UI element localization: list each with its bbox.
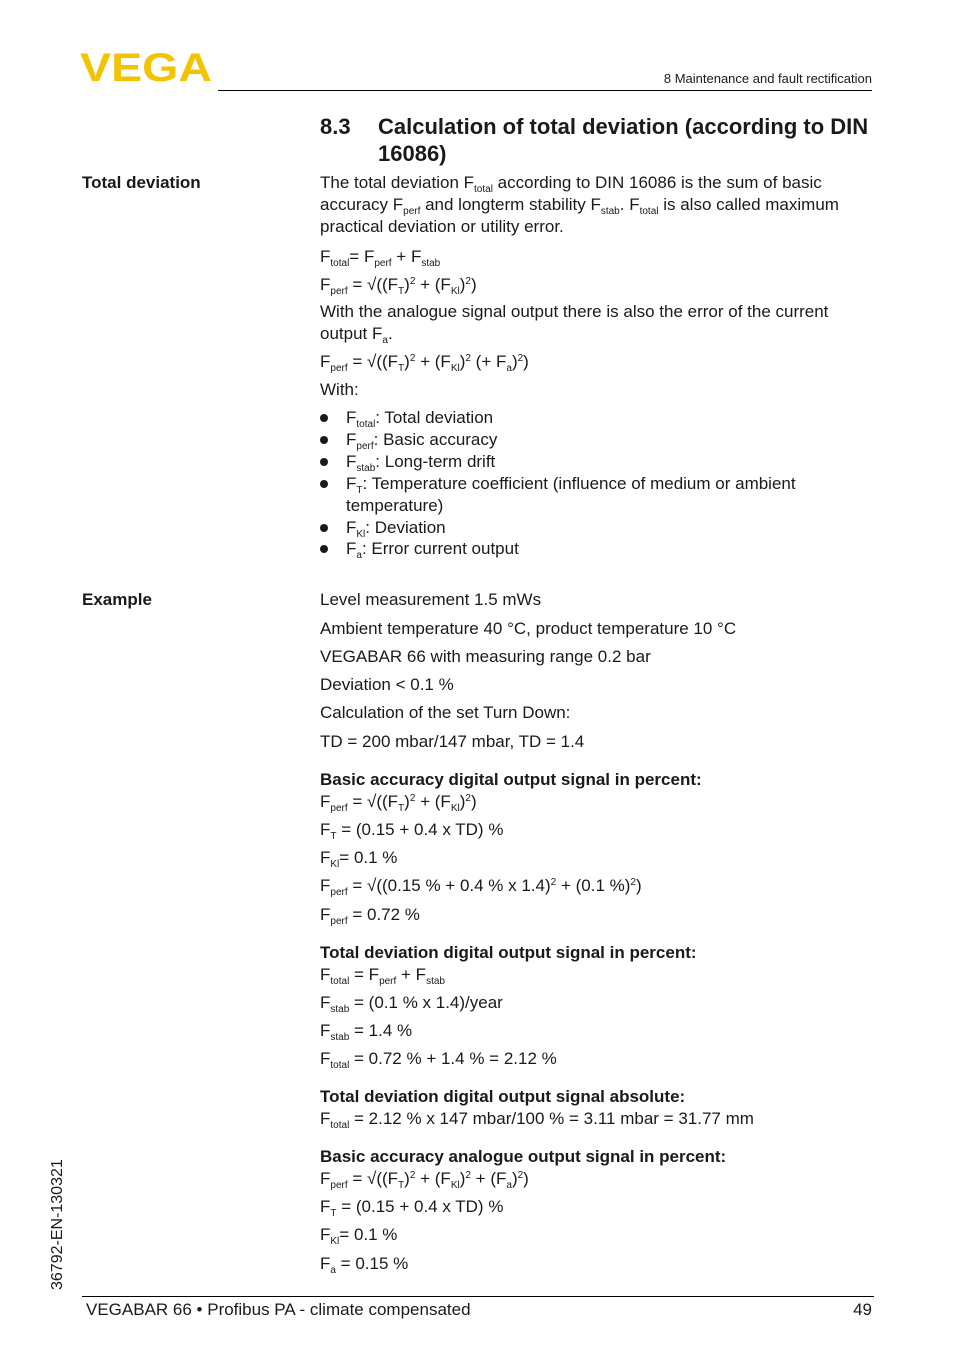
bullet-icon (320, 524, 328, 532)
bullet-icon (320, 414, 328, 422)
formula-line: $F_{stab} = 1.4$ % (320, 1021, 413, 1043)
formula-line: $F_{total} = 2.12$ % x 147 mbar/100 % = 3.11 mbar = 31.77 mm (320, 1109, 754, 1131)
example-line: Calculation of the set Turn Down: (320, 703, 571, 722)
bullet-icon (320, 458, 328, 466)
formula-line: $F_T = (0.15 + 0.4$ x TD) % (320, 1197, 504, 1219)
bullet-icon (320, 545, 328, 553)
formula-perf: $F_{perf} = √((F_T)^2 + (F_{Kl})^2)$ (320, 275, 477, 297)
formula-line: $F_{stab} = (0.1$ % x 1.4)/year (320, 993, 503, 1015)
page-number: 49 (853, 1300, 872, 1319)
formula-line: $F_{perf} = √((F_T)^2 + (F_{Kl})^2 + (F_a)^2)$ (320, 1169, 529, 1191)
header-section-title: 8 Maintenance and fault rectification (663, 71, 872, 86)
list-item: $F_T$: Temperature coefficient (influence of medium or ambient temperature) (320, 473, 846, 517)
list-item: $F_{Kl}$: Deviation (320, 517, 446, 539)
with-label: With: (320, 380, 359, 399)
analog-note: With the analogue signal output there is also the error of the current output $F_a$. (320, 302, 829, 346)
sidebar-label-example: Example (82, 590, 152, 609)
formula-line: $F_{total} = F_{perf} + F_{stab}$ (320, 965, 445, 987)
subheading-total-digital: Total deviation digital output signal in percent: (320, 943, 697, 962)
list-item: $F_{stab}$: Long-term drift (320, 451, 495, 473)
example-line: Ambient temperature 40 °C, product temperature 10 °C (320, 619, 737, 638)
section-number: 8.3 (320, 114, 351, 139)
intro-paragraph: The total deviation $F_{total}$ according to DIN 16086 is the sum of basic accuracy $F_{perf}$ and longterm stability $F_{stab}$. $F_{total}$ is also called maximum practical deviation or utility error. (320, 173, 839, 236)
sidebar-label-total-deviation: Total deviation (82, 173, 201, 192)
header-rule (218, 90, 872, 91)
example-line: Level measurement 1.5 mWs (320, 590, 542, 609)
formula-perf-analog: $F_{perf} = √((F_T)^2 + (F_{Kl})^2$ (+ $F_a)^2$) (320, 352, 529, 374)
bullet-icon (320, 436, 328, 444)
logo-text: VEGA (80, 50, 212, 84)
subheading-basic-analog: Basic accuracy analogue output signal in percent: (320, 1147, 727, 1166)
section-heading (320, 113, 880, 167)
footer-product: VEGABAR 66 • Profibus PA - climate compensated (86, 1300, 471, 1319)
bullet-icon (320, 480, 328, 488)
formula-line: $F_T = (0.15 + 0.4$ x TD) % (320, 820, 504, 842)
example-line: TD = 200 mbar/147 mbar, TD = 1.4 (320, 732, 585, 751)
list-item: $F_{total}$: Total deviation (320, 407, 493, 429)
formula-line: $F_a = 0.15$ % (320, 1254, 409, 1276)
formula-line: $F_{total} = 0.72$ % + 1.4 % = 2.12 % (320, 1049, 557, 1071)
formula-line: $F_{perf} = √((0.15$ % + 0.4 % x 1.4)$^2$ + (0.1 %)$^2$) (320, 876, 642, 898)
formula-total: $F_{total}= F_{perf} + F_{stab}$ (320, 247, 441, 269)
subheading-basic-digital: Basic accuracy digital output signal in percent: (320, 770, 702, 789)
example-line: Deviation < 0.1 % (320, 675, 454, 694)
vega-logo (80, 50, 212, 84)
footer-rule (82, 1296, 874, 1297)
list-item: $F_a$: Error current output (320, 538, 519, 560)
list-item: $F_{perf}$: Basic accuracy (320, 429, 497, 451)
formula-line: $F_{perf} = √((F_T)^2 + (F_{Kl})^2)$ (320, 792, 477, 814)
formula-line: $F_{perf} = 0.72$ % (320, 905, 420, 927)
formula-line: $F_{Kl}= 0.1$ % (320, 1225, 398, 1247)
formula-line: $F_{Kl}= 0.1$ % (320, 848, 398, 870)
section-title: Calculation of total deviation (according to DIN 16086) (378, 114, 869, 166)
example-line: VEGABAR 66 with measuring range 0.2 bar (320, 647, 651, 666)
document-id: 36792-EN-130321 (49, 1159, 66, 1290)
subheading-total-absolute: Total deviation digital output signal absolute: (320, 1087, 686, 1106)
